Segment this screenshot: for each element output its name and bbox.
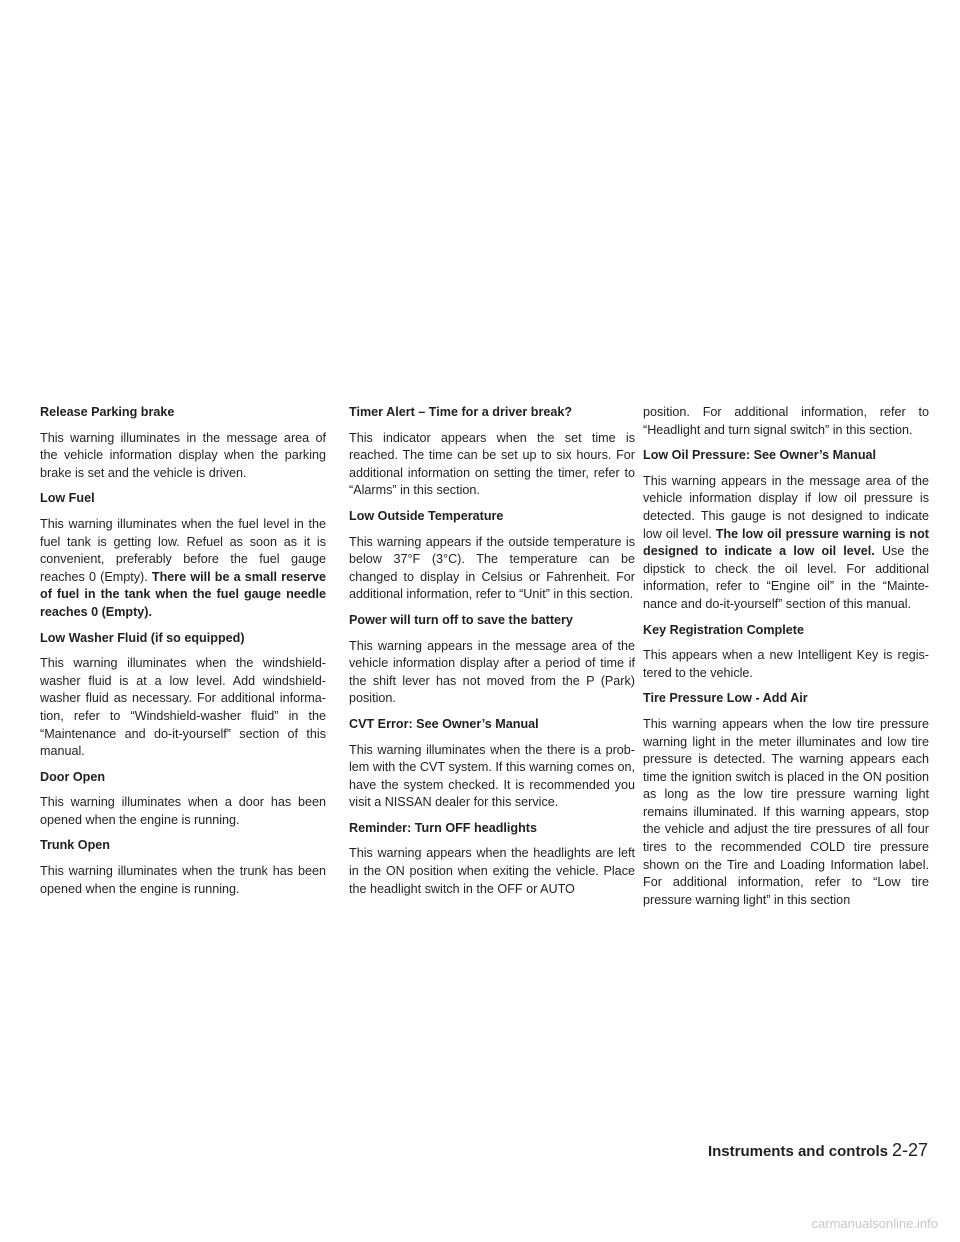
body-paragraph — [349, 638, 635, 708]
body-paragraph — [349, 534, 635, 604]
body-paragraph — [643, 716, 929, 910]
body-paragraph — [349, 845, 635, 898]
section-heading: Key Registration Complete — [643, 622, 804, 637]
body-paragraph — [40, 655, 326, 761]
watermark: carmanualsonline.info — [811, 1216, 938, 1231]
emphasis-text: The low oil pressure warning is not designed to indicate a low oil level. — [643, 526, 929, 559]
paragraph-text: This warning appears in the message area of the vehicle information display after a period of time if the shift lever has not moved from the P (Park) position. — [349, 638, 635, 706]
paragraph-text: This warning illuminates in the message area of the vehicle information display when the parking brake is set and the vehicle is driven. — [40, 430, 326, 480]
body-paragraph — [349, 742, 635, 812]
paragraph-text: This warning illuminates when the windshield-washer fluid is at a low level. Add windshield-washer fluid as necessary. For additional information, refer to “Windshield-washer fluid” in the “Maintenance and do-it-yourself” section of this manual. — [40, 656, 326, 759]
paragraph-text: This warning illuminates when the there is a problem with the CVT system. If this warning comes on, have the system checked. It is recommended you visit a NISSAN dealer for this service. — [349, 742, 635, 810]
section-heading: Tire Pressure Low - Add Air — [643, 691, 808, 706]
paragraph-text: This warning appears in the message area of the vehicle information display if low oil pressure is detected. This gauge is not designed to indicate low oil level. — [643, 473, 929, 541]
section-heading: Low Oil Pressure: See Owner’s Manual — [643, 448, 877, 463]
section-heading: CVT Error: See Owner’s Manual — [349, 716, 539, 731]
paragraph-text: This warning illuminates when the fuel level in the fuel tank is getting low. Refuel as soon as it is convenient, preferably before the fuel gauge reaches 0 (Empty). — [40, 516, 326, 584]
body-paragraph — [40, 863, 326, 898]
section-heading: Low Outside Temperature — [349, 508, 504, 523]
page-number: 2-27 — [891, 1140, 928, 1160]
paragraph-text: This indicator appears when the set time is reached. The time can be set up to six hours. For additional information on setting the timer, refer to “Alarms” in this section. — [349, 430, 635, 498]
section-heading: Door Open — [40, 769, 106, 784]
paragraph-text: This warning appears if the outside temperature is below 37°F (3°C). The temperature can be changed to display in Celsius or Fahrenheit. For additional information, refer to “Unit” in this section. — [349, 534, 635, 602]
footer-section-title: Instruments and controls — [707, 1143, 888, 1160]
body-paragraph — [349, 430, 635, 500]
section-heading: Release Parking brake — [40, 405, 175, 419]
text-column-1 — [40, 404, 326, 906]
paragraph-text: position. For additional information, refer to “Headlight and turn signal switch” in this section. — [643, 405, 929, 437]
body-paragraph — [643, 473, 929, 614]
body-paragraph — [40, 516, 326, 622]
paragraph-text: This warning illuminates when the trunk has been opened when the engine is running. — [40, 864, 326, 896]
section-heading: Low Fuel — [40, 491, 95, 506]
section-heading: Timer Alert – Time for a driver break? — [349, 405, 573, 419]
body-paragraph — [643, 647, 929, 682]
body-paragraph — [643, 404, 929, 439]
paragraph-text: This warning illuminates when a door has been opened when the engine is running. — [40, 795, 326, 827]
section-heading: Power will turn off to save the battery — [349, 612, 573, 627]
paragraph-text: This warning appears when the headlights are left in the ON position when exiting the vehicle. Place the headlight switch in the OFF or AUTO — [349, 846, 635, 896]
text-column-3 — [643, 404, 929, 917]
paragraph-text: This appears when a new Intelligent Key is registered to the vehicle. — [643, 648, 929, 680]
body-paragraph — [40, 794, 326, 829]
page-footer — [640, 1140, 928, 1161]
body-paragraph — [40, 430, 326, 483]
section-heading: Reminder: Turn OFF headlights — [349, 820, 537, 835]
text-column-2 — [349, 404, 635, 906]
section-heading: Trunk Open — [40, 838, 110, 853]
paragraph-text: This warning appears when the low tire pressure warning light in the meter illuminates and low tire pressure is detected. The warning appears each time the ignition switch is placed in the ON position as long as the low tire pressure warning light remains illuminated. If this warning appears, stop the vehicle and adjust the tire pressures of all four tires to the recommended COLD tire pressure shown on the Tire and Loading Information label. For additional information, refer to “Low tire pressure warning light” in this section — [643, 716, 929, 907]
emphasis-text: There will be a small reserve of fuel in the tank when the fuel gauge needle reaches 0 (Empty). — [40, 569, 326, 619]
section-heading: Low Washer Fluid (if so equipped) — [40, 630, 245, 645]
paragraph-text-continued: Use the dipstick to check the oil level. For additional information, refer to “Engine oil” in the “Maintenance and do-it-yourself” section of this manual. — [643, 544, 929, 611]
